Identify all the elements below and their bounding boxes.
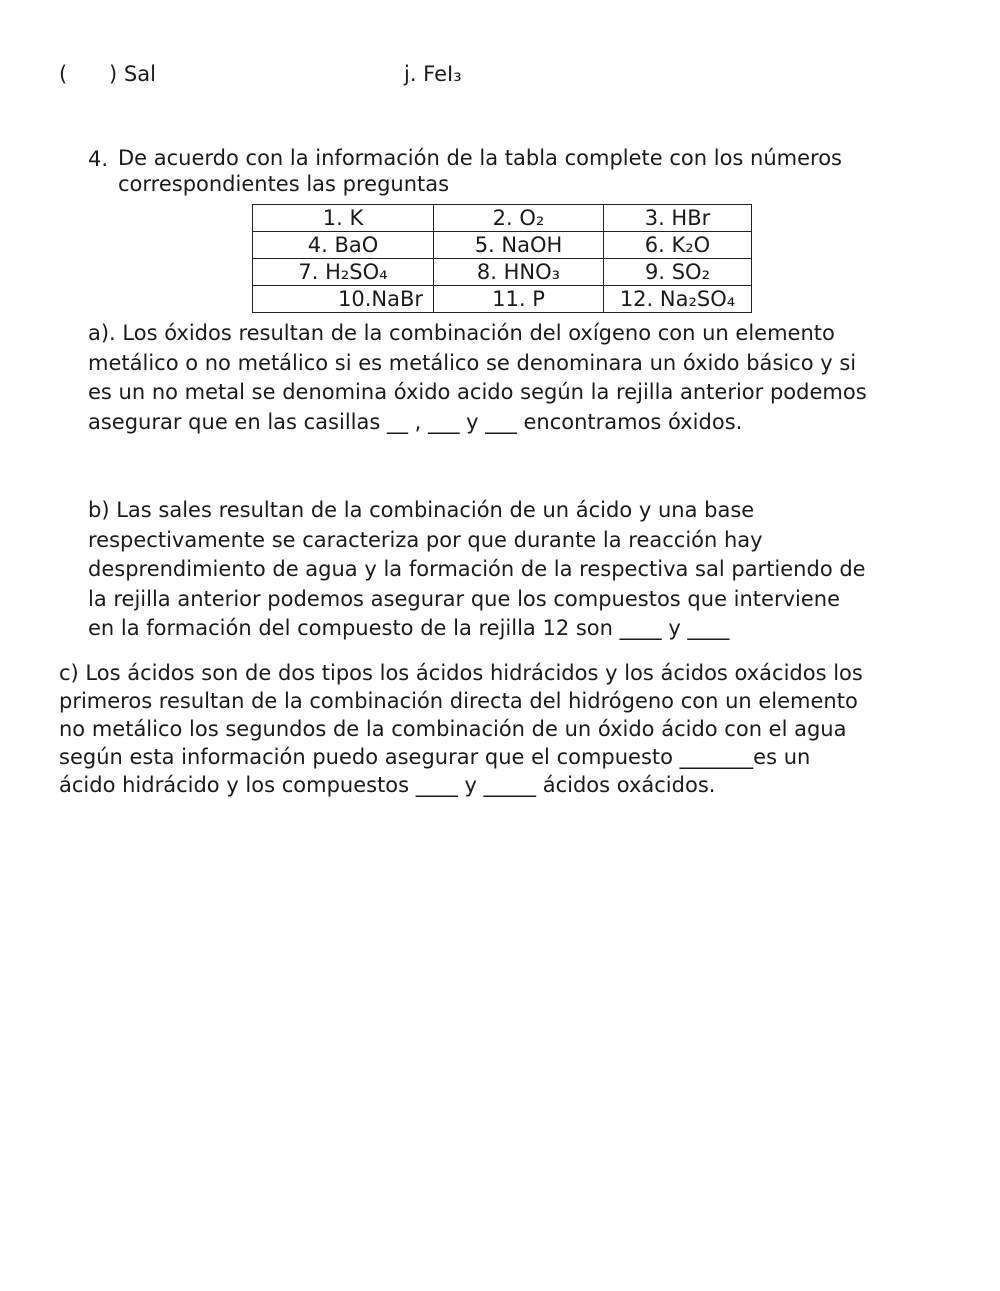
table-cell: 8. HNO₃ xyxy=(434,259,604,286)
part-c-line: no metálico los segundos de la combinación de un óxido ácido con el agua xyxy=(59,717,847,741)
table-row xyxy=(253,232,752,259)
table-cell: 5. NaOH xyxy=(434,232,604,259)
part-c-line: c) Los ácidos son de dos tipos los ácidos hidrácidos y los ácidos oxácidos los xyxy=(59,661,863,685)
part-c-line: ácido hidrácido y los compuestos ____ y _____ ácidos oxácidos. xyxy=(59,773,716,797)
question-number: 4. xyxy=(88,147,109,171)
table-cell: 2. O₂ xyxy=(434,205,604,232)
part-b-line: b) Las sales resultan de la combinación de un ácido y una base xyxy=(88,498,755,522)
table-cell: 9. SO₂ xyxy=(604,259,752,286)
part-a-line: a). Los óxidos resultan de la combinación del oxígeno con un elemento xyxy=(88,321,835,345)
part-a-line: metálico o no metálico si es metálico se denominara un óxido básico y si xyxy=(88,350,857,375)
compound-table xyxy=(252,204,752,313)
part-b-line: la rejilla anterior podemos asegurar que los compuestos que interviene xyxy=(88,586,841,611)
table-row xyxy=(253,205,752,232)
part-b-line: desprendimiento de agua y la formación de la respectiva sal partiendo de xyxy=(88,557,866,582)
match-item-j: j. FeI₃ xyxy=(404,62,462,86)
table-cell: 11. P xyxy=(434,286,604,313)
question-4-line: correspondientes las preguntas xyxy=(118,171,450,196)
table-cell: 12. Na₂SO₄ xyxy=(604,286,752,313)
part-b-line: en la formación del compuesto de la rejilla 12 son ____ y ____ xyxy=(88,616,730,641)
table-cell: 1. K xyxy=(253,205,434,232)
part-a-line: asegurar que en las casillas __ , ___ y ___ encontramos óxidos. xyxy=(88,409,743,434)
part-c-line: según esta información puedo asegurar que el compuesto _______es un xyxy=(59,745,811,769)
part-a-paragraph xyxy=(88,319,867,437)
table-cell: 4. BaO xyxy=(253,232,434,259)
table-row xyxy=(253,286,752,313)
question-4-text xyxy=(118,144,842,199)
table-cell: 3. HBr xyxy=(604,205,752,232)
table-cell: 6. K₂O xyxy=(604,232,752,259)
table-cell: 10.NaBr xyxy=(253,286,434,313)
part-b-line: respectivamente se caracteriza por que durante la reacción hay xyxy=(88,527,763,552)
table-cell: 7. H₂SO₄ xyxy=(253,259,434,286)
question-4-line: De acuerdo con la información de la tabla complete con los números xyxy=(118,146,842,170)
answer-paren-open: ( xyxy=(59,62,68,86)
table-row xyxy=(253,259,752,286)
part-b-paragraph xyxy=(88,496,866,644)
part-c-paragraph xyxy=(59,659,863,799)
part-c-line: primeros resultan de la combinación directa del hidrógeno con un elemento xyxy=(59,689,858,713)
part-a-line: es un no metal se denomina óxido acido según la rejilla anterior podemos xyxy=(88,380,867,405)
answer-label-sal: ) Sal xyxy=(109,62,156,86)
